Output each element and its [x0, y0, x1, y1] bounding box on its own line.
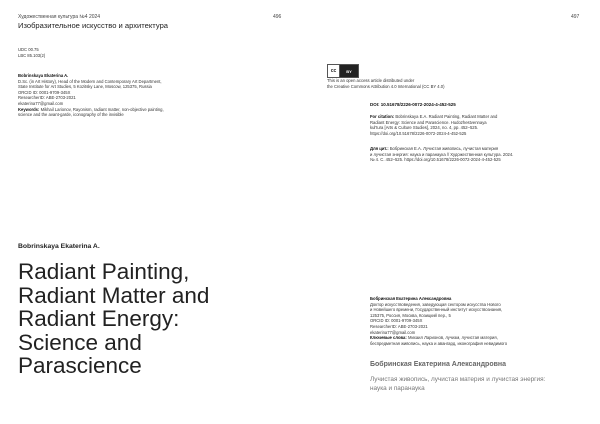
lbc-code: LBC 85.103(2) [18, 52, 46, 58]
citation-label-ru: Для цит.: [370, 146, 389, 151]
citation-line: и лучистая энергия: наука и паранаука // Художественная культура. 2024. [370, 151, 514, 157]
citation-line: Бобринская Е.А. Лучистая живопись, лучистая материя [389, 146, 499, 151]
citation-line: Radiant Energy: Science and Parascience. Hudozhestvennaya [370, 119, 487, 125]
title-ru-line: наука и паранаука [370, 384, 425, 392]
cc-by-license-icon[interactable] [327, 64, 359, 78]
title-line: Radiant Painting, [18, 259, 190, 284]
udc-code: UDC 00.75 [18, 47, 39, 52]
keywords-en-cont: science and the avant-garde, iconography of the invisible [18, 112, 124, 118]
article-title-ru [370, 376, 575, 393]
author-line-ru: и Новейшего времени, Государственный институт искусствознания, [370, 307, 503, 313]
keywords-en: Mikhail Larionov, Rayonism, radiant matter, non-objective painting, [40, 106, 164, 112]
author-email-en[interactable]: ekaterina77@gmail.com [18, 100, 64, 106]
citation-doi-link[interactable]: https://doi.org/10.51678/2226-0072-2024-4-452-525 [370, 130, 467, 136]
author-name-en: Bobrinskaya Ekaterina A. [18, 73, 69, 78]
citation-label-en: For citation: [370, 114, 395, 119]
keywords-ru-cont: беспредметная живопись, наука и авангард, иконография невидимого [370, 340, 508, 346]
keywords-label-en: Keywords: [18, 106, 40, 112]
classification-codes [18, 47, 138, 58]
doi[interactable]: DOI: 10.51678/2226-0072-2024-4-452-525 [370, 102, 456, 107]
byline-author: Bobrinskaya Ekaterina A. [18, 243, 100, 250]
author-line: D.Sc. (in Art History), Head of the Modern and Contemporary Art Department, [18, 78, 162, 84]
author-name-ru-large: Бобринская Екатерина Александровна [370, 361, 507, 368]
author-line-ru: ORCID ID: 0001-9709-345X [370, 318, 423, 324]
page-number-left: 496 [273, 14, 282, 20]
author-line-ru: ResearcherID: ABE-2703-2021 [370, 323, 428, 329]
title-line: Radiant Matter and [18, 282, 210, 308]
citation-ru [370, 146, 514, 163]
author-line: ORCID ID: 0001-9709-345X [18, 89, 71, 95]
license-text [327, 78, 447, 89]
citation-line: kul'tura [Arts & Culture Studies], 2024, no. 4, pp. 452–525. [370, 125, 479, 131]
title-line: Radiant Energy: [18, 306, 180, 331]
by-icon: BY [340, 65, 358, 77]
title-line: Science and [18, 329, 142, 355]
author-line-ru: Доктор искусствоведения, заведующая сектором искусства Нового [370, 301, 501, 307]
article-title [18, 260, 318, 378]
cc-icon: cc [328, 65, 340, 77]
journal-name: Художественная культура №4 2024 [18, 14, 101, 20]
keywords-label-ru: Ключевые слова: [370, 335, 407, 341]
author-name-ru: Бобринская Екатерина Александровна [370, 296, 452, 301]
citation-line: Bobrinskaya E.A. Radiant Painting, Radiant Matter and [395, 114, 498, 119]
author-line-ru: 125375, Россия, Москва, Козицкий пер., 5 [370, 312, 451, 318]
citation-en [370, 114, 498, 136]
license-line: This is an open access article distributed under [327, 78, 415, 83]
page-number-right: 497 [571, 14, 580, 20]
keywords-ru: Михаил Ларионов, лучизм, лучистая материя, [407, 335, 498, 341]
author-info-en [18, 73, 223, 118]
title-line: Parascience [18, 353, 142, 378]
author-info-ru [370, 296, 570, 346]
author-email-ru[interactable]: ekaterina77@gmail.com [370, 329, 416, 335]
title-ru-line: Лучистая живопись, лучистая материя и лучистая энергия: [370, 376, 546, 383]
author-line: State Institute for Art Studies, 5 Kozitsky Lane, Moscow, 125375, Russia [18, 84, 152, 90]
section-title: Изобразительное искусство и архитектура [18, 21, 169, 30]
author-line: ResearcherID: ABE-2703-2021 [18, 95, 76, 101]
license-line: the Creative Commons Attribution 4.0 International (CC BY 4.0) [327, 83, 445, 89]
citation-line: № 4. С. 452–525. https://doi.org/10.51678/2226-0072-2024-4-452-525 [370, 157, 501, 163]
